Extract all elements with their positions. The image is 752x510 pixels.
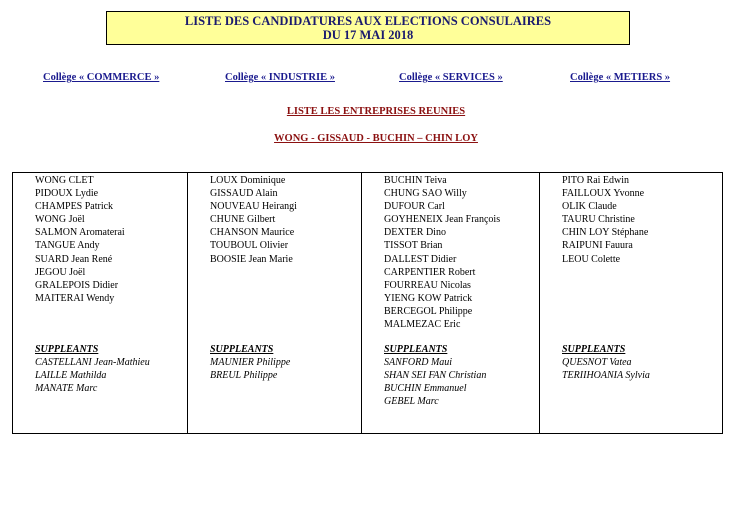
list-leaders: WONG - GISSAUD - BUCHIN – CHIN LOY (274, 133, 478, 144)
candidate-name: CHIN LOY Stéphane (562, 227, 649, 239)
candidate-name: TOUBOUL Olivier (210, 240, 289, 252)
suppleant-name: LAILLE Mathilda (35, 370, 107, 382)
candidate-name: CHUNG SAO Willy (384, 188, 467, 200)
suppleant-name: GEBEL Marc (384, 396, 439, 408)
suppleant-name: TERIIHOANIA Sylvia (562, 370, 650, 382)
candidate-name: GOYHENEIX Jean François (384, 214, 501, 226)
college-industrie-link[interactable]: Collège « INDUSTRIE » (225, 72, 335, 83)
candidate-name: CARPENTIER Robert (384, 266, 476, 278)
candidate-name: MAITERAI Wendy (35, 292, 115, 304)
candidate-name: BERCEGOL Philippe (384, 305, 473, 317)
candidate-name: DUFOUR Carl (384, 201, 445, 213)
candidate-name: LEOU Colette (562, 253, 621, 265)
candidate-name: WONG Joël (35, 214, 85, 226)
candidate-name: WONG CLET (35, 175, 94, 186)
candidate-name: GRALEPOIS Didier (35, 279, 119, 291)
candidate-name: CHUNE Gilbert (210, 214, 276, 226)
candidate-name: TAURU Christine (562, 214, 635, 226)
candidate-name: SUARD Jean René (35, 253, 113, 265)
candidate-name: BUCHIN Teiva (384, 175, 447, 186)
suppleants-heading: SUPPLEANTS (210, 344, 274, 355)
candidate-name: NOUVEAU Heirangi (210, 201, 297, 213)
title-line-1: LISTE DES CANDIDATURES AUX ELECTIONS CONSULAIRES (184, 14, 552, 28)
suppleant-name: SHAN SEI FAN Christian (384, 370, 487, 382)
list-name: LISTE LES ENTREPRISES REUNIES (286, 106, 466, 117)
candidates-table (12, 172, 723, 434)
candidate-name: LOUX Dominique (210, 175, 286, 186)
college-metiers-link[interactable]: Collège « METIERS » (570, 72, 671, 83)
column-services (361, 173, 539, 433)
suppleants-heading: SUPPLEANTS (384, 344, 448, 355)
college-services-link[interactable]: Collège « SERVICES » (399, 72, 503, 83)
suppleants-heading: SUPPLEANTS (562, 344, 626, 355)
suppleant-name: CASTELLANI Jean-Mathieu (35, 357, 150, 369)
candidate-name: GISSAUD Alain (210, 188, 278, 200)
candidate-name: CHANSON Maurice (210, 227, 295, 239)
candidate-name: DALLEST Didier (384, 253, 457, 265)
candidate-name: OLIK Claude (562, 201, 617, 213)
suppleant-name: QUESNOT Vatea (562, 357, 632, 369)
suppleant-name: MANATE Marc (35, 383, 98, 395)
suppleant-name: BUCHIN Emmanuel (384, 383, 467, 395)
candidate-name: JEGOU Joël (35, 266, 86, 278)
candidate-name: PIDOUX Lydie (35, 188, 99, 200)
candidate-name: PITO Rai Edwin (562, 175, 630, 186)
candidate-name: FOURREAU Nicolas (384, 279, 471, 291)
candidate-name: TANGUE Andy (35, 240, 100, 252)
column-commerce (13, 173, 187, 433)
candidate-name: RAIPUNI Fauura (562, 240, 633, 252)
suppleants-heading: SUPPLEANTS (35, 344, 99, 355)
candidate-name: MALMEZAC Eric (384, 319, 461, 331)
suppleant-name: MAUNIER Philippe (210, 357, 291, 369)
document-title (106, 11, 630, 45)
column-industrie (187, 173, 361, 433)
column-metiers (539, 173, 722, 433)
candidate-name: CHAMPES Patrick (35, 201, 114, 213)
candidate-name: TISSOT Brian (384, 240, 443, 252)
candidate-name: SALMON Aromaterai (35, 227, 125, 239)
candidate-name: YIENG KOW Patrick (384, 292, 473, 304)
suppleant-name: SANFORD Maui (384, 357, 453, 369)
candidate-name: FAILLOUX Yvonne (562, 188, 645, 200)
college-commerce-link[interactable]: Collège « COMMERCE » (43, 72, 160, 83)
suppleant-name: BREUL Philippe (210, 370, 278, 382)
candidate-name: BOOSIE Jean Marie (210, 253, 293, 265)
candidate-name: DEXTER Dino (384, 227, 446, 239)
title-line-2: DU 17 MAI 2018 (322, 28, 414, 42)
